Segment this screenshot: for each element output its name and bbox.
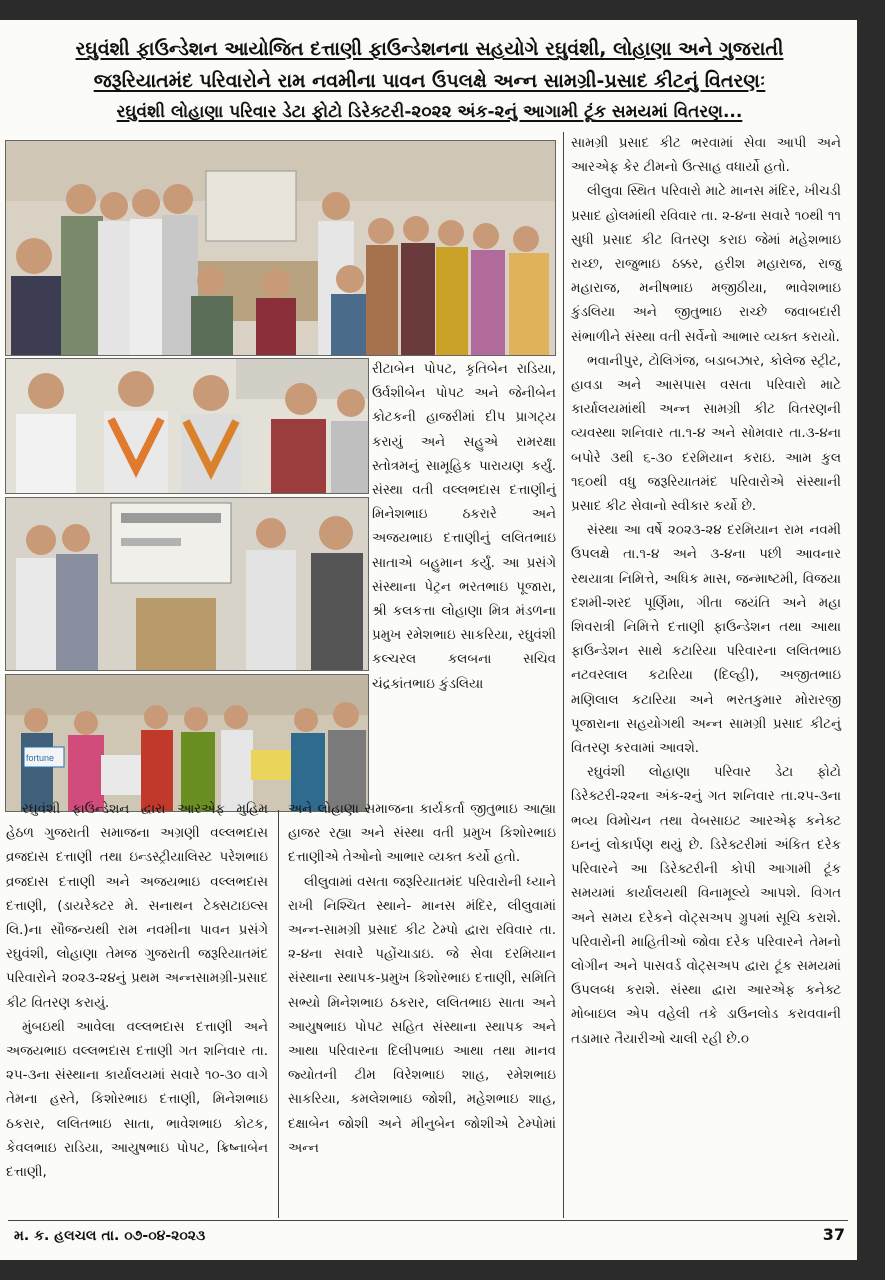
newspaper-page <box>0 20 857 1260</box>
distribution-photo-illustration <box>6 675 368 811</box>
column-divider <box>563 132 564 1218</box>
center-column <box>288 798 556 1240</box>
fortune-banner-text: fortune <box>26 753 55 763</box>
right-column <box>571 132 841 1232</box>
paragraph: સામગ્રી પ્રસાદ કીટ ભરવામાં સેવા આપી અને આરએફ કેર ટીમનો ઉત્સાહ વધાર્યો હતો. <box>571 136 841 176</box>
paragraph: સંસ્થા આ વર્ષે ૨૦૨૩-૨૪ દરમિયાન રામ નવમી ઉપલક્ષે તા.૧-૪ અને ૩-૪ના પછી આવનાર રથયાત્રા નિમિત્તે, અધિક માસ, જન્માષ્ટમી, વિજયા દશમી-શરદ પૂર્ણિમા, ગીતા જયંતિ અને મહા શિવરાત્રી નિમિત્તે દત્તાણી ફાઉન્ડેશન તથા આથા ફાઉન્ડેશન સાથે કટારિયા પરિવારના લલિતભાઇ નટવરલાલ કટારિયા (દિલ્હી), અજીતભાઇ મણિલાલ કટારિયા અને ભરતકુમાર મોરારજી પૂજારાના સહયોગથી અન્ન સામગ્રી પ્રસાદ કીટનું વિતરણ કરવામાં આવશે. <box>571 523 841 757</box>
felicitation-photo <box>5 358 369 494</box>
paragraph: મુંબઇથી આવેલા વલ્લભદાસ દત્તાણી અને અજયભાઇ વલ્લભદાસ દત્તાણી ગત શનિવાર તા. ૨૫-૩ના સંસ્થાના કાર્યાલયમાં સવારે ૧૦-૩૦ વાગે તેમના હસ્તે, કિશોરભાઇ દત્તાણી, મિનેશભાઇ ઠકરાર, લલિતભાઇ સાતા, ભાવેશભાઇ કોટક, કેવલભાઇ રાડિયા, આયુષભાઇ પોપટ, ક્રિષ્નાબેન દત્તાણી, <box>6 1019 268 1181</box>
group-photo <box>5 140 556 356</box>
column-divider <box>278 810 279 1218</box>
headline-line-1: રઘુવંશી ફાઉન્ડેશન આયોજિત દત્તાણી ફાઉન્ડેશનના સહયોગે રઘુવંશી, લોહાણા અને ગુજરાતી <box>75 38 784 60</box>
lamp-lighting-photo <box>5 497 369 671</box>
felicitation-photo-illustration <box>6 359 368 493</box>
lamp-lighting-photo-illustration <box>6 498 368 670</box>
paragraph: રઘુવંશી લોહાણા પરિવાર ડેટા ફોટો ડિરેક્ટરી-૨૨ના અંક-૨નું ગત શનિવાર તા.૨૫-૩ના ભવ્ય વિમોચન તથા વેબસાઇટ આરએફ કનેક્ટ ઇનનું લોકાર્પણ થયું છે. ડિરેક્ટરીમાં અંકિત દરેક પરિવારને આ ડિરેક્ટરીની કોપી આગામી ટૂંક સમયમાં કાર્યાલયથી વિનામૂલ્યે આપશે. વિગત અને સમય દરેકને વોટ્સઅપ ગ્રુપમાં સૂચિ કરાશે. પરિવારોની માહિતીઓ જોવા દરેક પરિવારને તેમનો લોગીન અને પાસવર્ડ વોટ્સઅપ દ્વારા ટૂંક સમયમાં ઉપલબ્ધ કરાશે. સંસ્થા દ્વારા આરએફ કનેક્ટ મોબાઇલ એપ વહેલી તકે ડાઉનલોડ કરાવવાની તડામાર તૈયારીઓ ચાલી રહી છે.૦ <box>571 765 841 1047</box>
paragraph: લીલુવા સ્થિત પરિવારો માટે માનસ મંદિર, ખીચડી પ્રસાદ હોલમાંથી રવિવાર તા. ૨-૪ના સવારે ૧૦થી ૧૧ સુધી પ્રસાદ કીટ વિતરણ કરાઇ જેમાં મહેશભાઇ રાચ્છ, રાજુભાઇ ઠક્કર, હરીશ મહારાજ, રાજુ મહારાજ, મનીષભાઇ મજીઠીયા, ભાવેશભાઇ કુંડલિયા અને જીતુભાઇ રાચ્છે જવાબદારી સંભાળીને સંસ્થા વતી સર્વેનો આભાર વ્યક્ત કરાયો. <box>571 184 841 345</box>
publication-footer: મ. ક. હલચલ તા. ૦૭-૦૪-૨૦૨૩ <box>14 1228 206 1244</box>
headline-line-2: જરૂરિયાતમંદ પરિવારોને રામ નવમીના પાવન ઉપલક્ષે અન્ન સામગ્રી-પ્રસાદ કીટનું વિતરણઃ <box>93 70 766 92</box>
paragraph: રીટાબેન પોપટ, કૃતિબેન રાડિયા, ઉર્વશીબેન પોપટ અને જેનીબેન કોટકની હાજરીમાં દીપ પ્રાગટ્ય કરાયું અને સહુએ રામરક્ષા સ્તોત્રમનું સામૂહિક પારાયણ કર્યું. સંસ્થા વતી વલ્લભદાસ દત્તાણીનું મિનેશભાઇ ઠકરારે અને અજયભાઇ દત્તાણીનું લલિતભાઇ સાતાએ બહુમાન કર્યું. આ પ્રસંગે સંસ્થાના પેટ્રન ભરતભાઇ પૂજારા, શ્રી કલકત્તા લોહાણા મિત્ર મંડળના પ્રમુખ રમેશભાઇ સાકરિયા, રઘુવંશી કલ્ચરલ કલબના સચિવ ચંદ્રકાંતભાઇ કુંડલિયા <box>372 362 556 692</box>
paragraph: રઘુવંશી ફાઉન્ડેશન દ્વારા આરએફ મુહિમ હેઠળ ગુજરાતી સમાજના અગ્રણી વલ્લભદાસ વ્રજદાસ દત્તાણી તથા ઇન્ડસ્ટ્રીયાલિસ્ટ પરેશભાઇ વ્રજદાસ દત્તાણી અને અજયભાઇ વલ્લભદાસ દત્તાણી, (ડાયરેક્ટર મે. સનાથન ટેક્સટાઇલ્સ લિ.)ના સૌજન્યથી રામ નવમીના પાવન પ્રસંગે રઘુવંશી, લોહાણા તેમજ ગુજરાતી જરૂરિયાતમંદ પરિવારોને ૨૦૨૩-૨૪નું પ્રથમ અન્નસામગ્રી-પ્રસાદ કીટ વિતરણ કરાયું. <box>6 802 268 1011</box>
paragraph: ભવાનીપુર, ટોલિગંજ, બડાબઝાર, કોલેજ સ્ટ્રીટ, હાવડા અને આસપાસ વસતા પરિવારો માટે કાર્યાલયમાંથી અન્ન સામગ્રી કીટ વિતરણની વ્યવસ્થા શનિવાર તા.૧-૪ અને સોમવાર તા.૩-૪ના બપોરે ૩થી ૬-૩૦ દરમિયાન કરાઇ. આમ કુલ ૧૬૦થી વધુ જરૂરિયાતમંદ પરિવારોએ સંસ્થાની પ્રસાદ કીટ સેવાનો સ્વીકાર કર્યો છે. <box>571 353 841 515</box>
group-photo-illustration <box>6 141 555 355</box>
headline-line-3: રઘુવંશી લોહાણા પરિવાર ડેટા ફોટો ડિરેક્ટરી-૨૦૨૨ અંક-૨નું આગામી ટૂંક સમયમાં વિતરણ... <box>116 102 743 122</box>
distribution-photo <box>5 674 369 812</box>
left-column <box>6 798 268 1240</box>
page-number: 37 <box>822 1225 845 1244</box>
paragraph: લીલુવામાં વસતા જરૂરિયાતમંદ પરિવારોની ધ્યાને રાખી નિશ્ચિત સ્થાને- માનસ મંદિર, લીલુવામાં અન્ન-સામગ્રી પ્રસાદ કીટ ટેમ્પો દ્વારા રવિવાર તા. ૨-૪ના સવારે પહોંચાડાઇ. જે સેવા દરમિયાન સંસ્થાના સ્થાપક-પ્રમુખ કિશોરભાઇ દત્તાણી, સમિતિ સભ્યો મિનેશભાઇ ઠકરાર, લલિતભાઇ સાતા અને આયુષભાઇ પોપટ સહિત સંસ્થાના સ્થાપક અને આથા પરિવારના દિલીપભાઇ આથા તથા માનવ જ્યોતની ટીમ વિરેશભાઇ શાહ, રમેશભાઇ સાકરિયા, કમલેશભાઇ જોશી, મહેશભાઇ શાહ, દક્ષાબેન જોશી અને મીનુબેન જોશીએ ટેમ્પોમાં અન્ન <box>288 874 556 1156</box>
paragraph: અને લોહાણા સમાજના કાર્યકર્તા જીતુભાઇ આહ્યા હાજર રહ્યા અને સંસ્થા વતી પ્રમુખ કિશોરભાઇ દત્તાણીએ તેઓનો આભાર વ્યક્ત કર્યો હતો. <box>288 802 556 866</box>
middle-column <box>372 358 556 798</box>
